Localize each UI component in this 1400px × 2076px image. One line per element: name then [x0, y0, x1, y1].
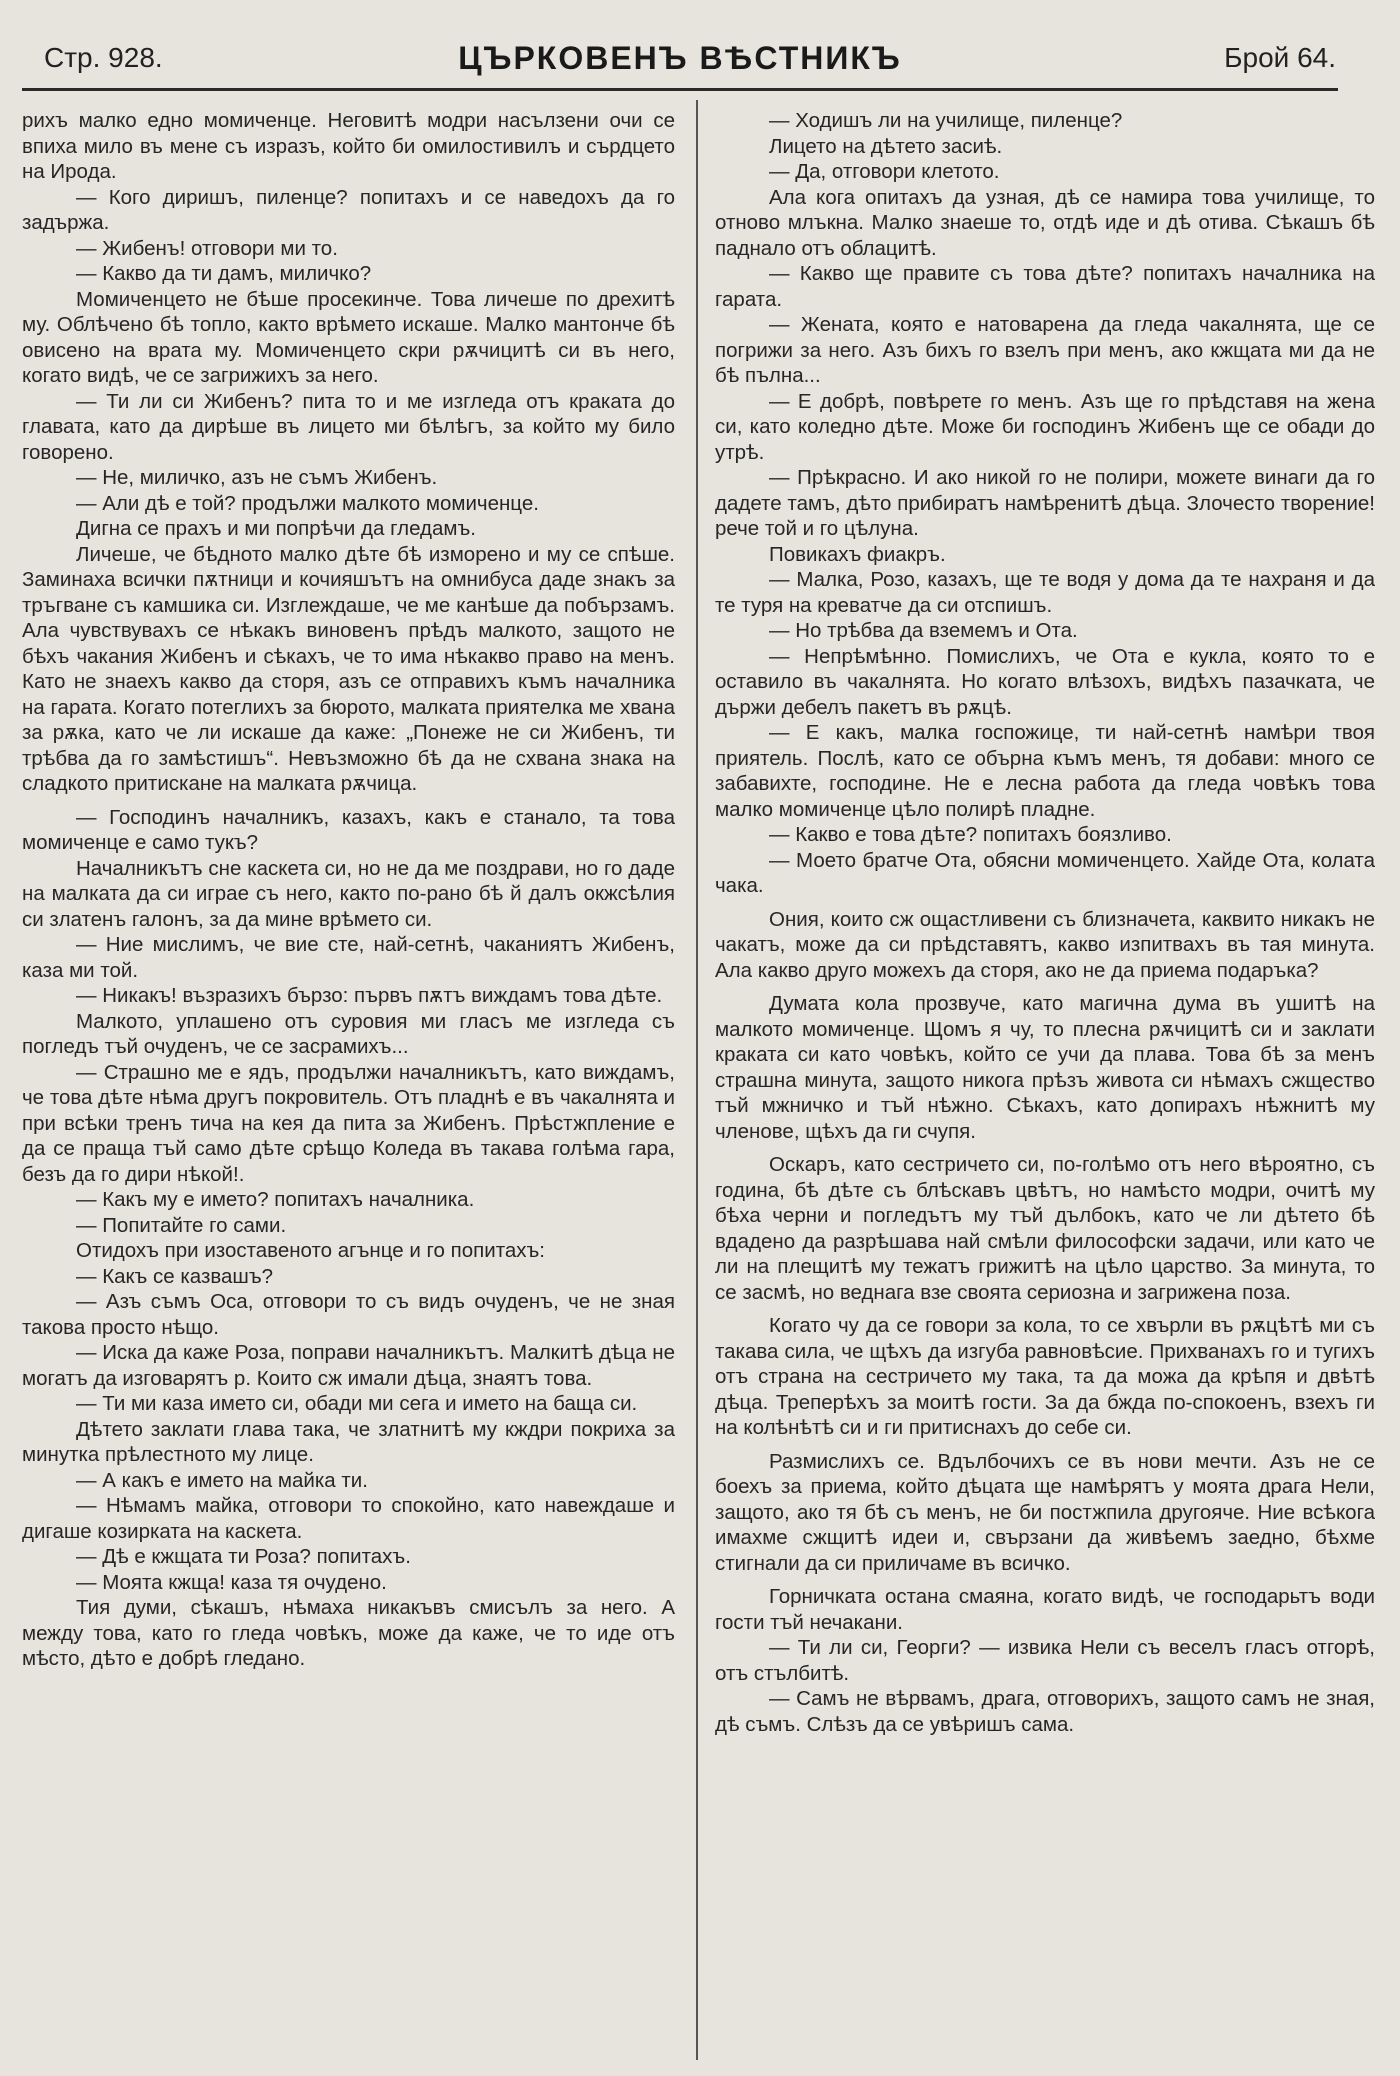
paragraph: — Но трѣбва да вземемъ и Ота. — [769, 619, 1078, 642]
paragraph: Ония, които сж ощастливени съ близначета, каквито никакъ не чакатъ, може да си прѣдставятъ, какво изпитвахъ въ тая минута. Ала какво друго можехъ да сторя, ако не да приема подаръка? — [715, 907, 1375, 982]
paragraph: — Какво е това дѣте? попитахъ боязливо. — [769, 823, 1172, 846]
paragraph: — Моето братче Ота, обясни момиченцето. Хайде Ота, колата чака. — [715, 848, 1375, 897]
paragraph: — Ходишъ ли на училище, пиленце? — [769, 109, 1123, 132]
paragraph: — Какъ му е името? попитахъ началника. — [76, 1188, 475, 1211]
paragraph: — Азъ съмъ Оса, отговори то съ видъ очуденъ, че не зная такова просто нѣщо. — [22, 1290, 675, 1339]
paragraph: — Али дѣ е той? продължи малкото момиченце. — [76, 491, 539, 515]
paragraph: — Е какъ, малка госпожице, ти най-сетнѣ намѣри твоя приятель. Послѣ, като се обърна къмъ менъ, тя добави: много се забавихте, господине. Не е лесна работа да гледа човѣкъ това малко момиченце цѣло полирѣ пладне. — [715, 721, 1375, 821]
paragraph: — А какъ е името на майка ти. — [76, 1468, 368, 1492]
paragraph: — Жибенъ! отговори ми то. — [76, 236, 338, 260]
paragraph: — Ние мислимъ, че вие сте, най-сетнѣ, чаканиятъ Жибенъ, каза ми той. — [22, 933, 675, 982]
paragraph: Лицето на дѣтето засиѣ. — [769, 134, 1003, 158]
paragraph: — Моята кжща! каза тя очудено. — [76, 1570, 387, 1594]
paragraph: рихъ малко едно момиченце. Неговитѣ модри насълзени очи се впиха мило въ мене съ изразъ, който би омилостивилъ и сърдцето на Ирода. — [22, 109, 675, 183]
paragraph: — Непрѣмѣнно. Помислихъ, че Ота е кукла, която то е оставило въ чакалнята. Но когато влѣзохъ, видѣхъ пазачката, че държи дебелъ пакетъ въ рѫцѣ. — [715, 644, 1375, 719]
paragraph: — Да, отговори клетото. — [769, 160, 1000, 183]
paragraph: — Жената, която е натоварена да гледа чакалнята, ще се погрижи за него. Азъ бихъ го взелъ при менъ, ако кжщата ми да не бѣ пълна... — [715, 313, 1375, 387]
paragraph: Личеше, че бѣдното малко дѣте бѣ изморено и му се спѣше. Заминаха всички пѫтници и кочияшътъ на омнибуса даде знакъ за тръгване съ камшика си. Изглеждаше, че ме канѣше да побързамъ. Ала чувствувахъ се нѣкакъ виновенъ прѣдъ малкото, защото не бѣхъ чакания Жибенъ и сѣкахъ, че то има нѣкакво право на менъ. Като не знаехъ какво да сторя, азъ се отправихъ къмъ началника на гарата. Когато потеглихъ за бюрото, малката приятелка ме хвана за рѫка, като че ли искаше да каже: „Понеже не си Жибенъ, ти трѣбва да го замѣстишъ“. Невъзможно бѣ да не схвана знака на сладкото притискане на малката рѫчица. — [22, 542, 675, 795]
paragraph: — Малка, Розо, казахъ, ще те водя у дома да те нахраня и да те туря на креватче да си отспишъ. — [715, 568, 1375, 617]
newspaper-title: ЦЪРКОВЕНЪ ВѢСТНИКЪ — [458, 40, 902, 76]
paragraph: Оскаръ, като сестричето си, по-голѣмо отъ него вѣроятно, съ година, бѣ дѣте съ блѣскавъ цвѣтъ, но намѣсто модри, очитѣ му бѣха черни и погледътъ му тъй дълбокъ, като че ли дѣтето бѣ вдадено да разрѣшава най смѣли философски задачи, или като че ли на плещитѣ му тежатъ грижитѣ на цѣло царство. За минута, то се засмѣ, но веднага взе своята сериозна и загрижена поза. — [715, 1153, 1375, 1304]
paragraph: — Какъ се казвашъ? — [76, 1264, 274, 1288]
paragraph: Момиченцето не бѣше просекинче. Това личеше по дрехитѣ му. Облѣчено бѣ топло, както врѣмето искаше. Малко мантонче бѣ овисено на врата му. Момиченцето скри рѫчицитѣ си въ него, когато видѣ, че се загрижихъ за него. — [22, 287, 675, 387]
paragraph: Дигна се прахъ и ми попрѣчи да гледамъ. — [76, 517, 476, 540]
paragraph: — Нѣмамъ майка, отговори то спокойно, като навеждаше и дигаше козирката на каскета. — [22, 1494, 675, 1543]
paragraph: Повикахъ фиакръ. — [769, 542, 946, 566]
paragraph: — Ти ли си, Георги? — извика Нели съ веселъ гласъ отгорѣ, отъ стълбитѣ. — [715, 1636, 1375, 1685]
paragraph: — Страшно ме е ядъ, продължи началникътъ, като виждамъ, че това дѣте нѣма другъ покровитель. Отъ пладнѣ е въ чакалнята и при всѣки тренъ тича на кея да пита за Жибенъ. Прѣстжпление е да се праща тъй само дѣте срѣщо Коледа въ такава голѣма гара, безъ да го дири нѣкой!. — [22, 1060, 675, 1186]
paragraph: Ала кога опитахъ да узная, дѣ се намира това училище, то отново млъкна. Малко знаеше то, отдѣ иде и дѣ отива. Сѣкашъ бѣ паднало отъ облацитѣ. — [715, 185, 1375, 260]
paragraph: — Кого диришъ, пиленце? попитахъ и се наведохъ да го задържа. — [22, 185, 675, 234]
right-column — [715, 108, 1375, 2058]
page-number: Стр. 928. — [44, 42, 163, 73]
paragraph: Отидохъ при изоставеното агънце и го попитахъ: — [76, 1239, 546, 1262]
paragraph: — Господинъ началникъ, казахъ, какъ е станало, та това момиченце е само тукъ? — [22, 805, 675, 854]
column-divider — [696, 100, 698, 2060]
paragraph: Горничката остана смаяна, когато видѣ, че господарьтъ води гости тъй нечакани. — [715, 1585, 1375, 1634]
paragraph: — Никакъ! възразихъ бързо: първъ пѫтъ виждамъ това дѣте. — [76, 984, 663, 1007]
paragraph: Когато чу да се говори за кола, то се хвърли въ рѫцѣтѣ ми съ такава сила, че щѣхъ да изгуба равновѣсие. Прихванахъ го и тугихъ отъ страна на сестричето му така, та да можа да крѣпя и двѣтѣ дѣца. Треперѣхъ за моитѣ гости. За да бжда по-спокоенъ, взехъ ги на колѣнѣтѣ си и ги притиснахъ до себе си. — [715, 1314, 1375, 1439]
paragraph: — Иска да каже Роза, поправи началникътъ. Малкитѣ дѣца не могатъ да изговарятъ р. Които сж имали дѣца, знаятъ това. — [22, 1341, 675, 1390]
paragraph: Тия думи, сѣкашъ, нѣмаха никакъвъ смисълъ за него. А между това, като го гледа човѣкъ, може да каже, че то иде отъ мѣсто, дѣто е добрѣ гледано. — [22, 1596, 675, 1670]
paragraph: Дѣтето заклати глава така, че златнитѣ му кждри покриха за минутка прѣлестното му лице. — [22, 1417, 675, 1466]
paragraph: — Ти ли си Жибенъ? пита то и ме изгледа отъ краката до главата, като да дирѣше въ лицето ми бѣлѣгъ, за който му било говорено. — [22, 389, 675, 464]
left-column — [22, 108, 675, 2058]
paragraph: — Е добрѣ, повѣрете го менъ. Азъ ще го прѣдставя на жена си, като коледно дѣте. Може би господинъ Жибенъ ще се обади до утрѣ. — [715, 389, 1375, 464]
paragraph: — Какво да ти дамъ, миличко? — [76, 262, 372, 285]
issue-number: Брой 64. — [1224, 42, 1336, 73]
paragraph: Началникътъ сне каскета си, но не да ме поздрави, но го даде на малката да си играе съ него, както по-рано бѣ й далъ окжсѣлия си златенъ галонъ, за да мине врѣмето си. — [22, 856, 675, 931]
paragraph: — Дѣ е кжщата ти Роза? попитахъ. — [76, 1545, 411, 1568]
paragraph: — Прѣкрасно. И ако никой го не полири, можете винаги да го дадете тамъ, дѣто прибиратъ намѣренитѣ дѣца. Злочесто творение! рече той и го цѣлуна. — [715, 466, 1375, 540]
page-header — [22, 42, 1338, 91]
paragraph: — Попитайте го сами. — [76, 1213, 287, 1237]
paragraph: Думата кола прозвуче, като магична дума въ ушитѣ на малкото момиченце. Щомъ я чу, то плесна рѫчицитѣ си и заклати краката си като човѣкъ, който се учи да плава. Това бѣ за менъ страшна минута, защото никога прѣзъ живота си нѣмахъ сжщество тъй мжничко и тъй нѣжно. Сѣкахъ, като допирахъ нѣжнитѣ му членове, щѣхъ да ги счупя. — [715, 992, 1375, 1143]
paragraph: Малкото, уплашено отъ суровия ми гласъ ме изгледа съ погледъ тъй очуденъ, че се засрамихъ... — [22, 1009, 675, 1058]
paragraph: — Какво ще правите съ това дѣте? попитахъ началника на гарата. — [715, 262, 1375, 311]
paragraph: Размислихъ се. Вдълбочихъ се въ нови мечти. Азъ не се боехъ за приема, който дѣцата ще намѣрятъ у моята драга Нели, защото, ако тя бѣ съ менъ, не би постжпила другояче. Ние всѣкога имахме сжщитѣ идеи и, свързани да живѣемъ заедно, бѣхме стигнали да си приличаме въ всичко. — [715, 1449, 1375, 1575]
paragraph: — Ти ми каза името си, обади ми сега и името на баща си. — [76, 1392, 638, 1415]
paragraph: — Самъ не вѣрвамъ, драга, отговорихъ, защото самъ не зная, дѣ съмъ. Слѣзъ да се увѣришъ сама. — [715, 1687, 1375, 1736]
paragraph: — Не, миличко, азъ не съмъ Жибенъ. — [76, 466, 438, 489]
